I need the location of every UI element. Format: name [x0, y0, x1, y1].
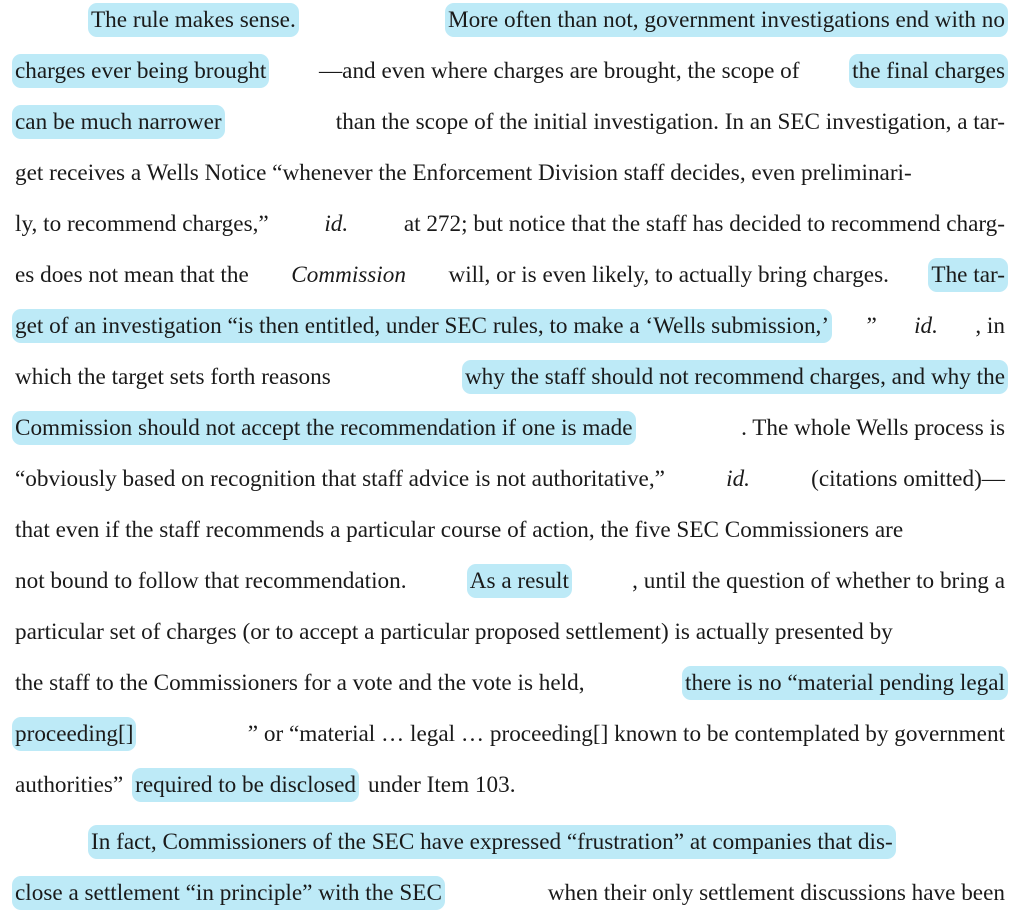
text-line — [12, 156, 1008, 190]
text-line — [12, 105, 1008, 139]
text-segment: ” or “material … legal … proceeding[] known to be contemplated by government — [247, 721, 1005, 747]
text-line — [88, 825, 1008, 859]
text-segment: particular set of charges (or to accept a particular proposed settlement) is actually presented by — [15, 619, 893, 645]
text-segment: get receives a Wells Notice “whenever the Enforcement Division staff decides, even preliminari- — [15, 160, 912, 186]
highlighted-text: charges ever being brought — [12, 54, 269, 88]
text-segment: ” — [866, 313, 877, 339]
italic-citation: id. — [726, 466, 750, 492]
text-segment: ly, to recommend charges,” — [15, 211, 269, 237]
text-segment: es does not mean that the — [15, 262, 249, 288]
text-segment: —and even where charges are brought, the scope of — [318, 58, 800, 84]
text-segment: “obviously based on recognition that staff advice is not authoritative,” — [15, 466, 665, 492]
text-segment: . The whole Wells process is — [741, 415, 1005, 441]
text-line — [12, 666, 1008, 700]
text-segment: not bound to follow that recommendation. — [15, 568, 407, 594]
highlighted-text: proceeding[] — [12, 717, 136, 751]
text-segment: , until the question of whether to bring a — [632, 568, 1005, 594]
highlighted-text: why the staff should not recommend charges, and why the — [462, 360, 1008, 394]
text-segment: (citations omitted)— — [811, 466, 1005, 492]
text-line — [12, 876, 1008, 910]
text-segment: under Item 103. — [368, 772, 516, 798]
italic-citation: id. — [324, 211, 349, 237]
text-segment: the staff to the Commissioners for a vote and the vote is held, — [15, 670, 585, 696]
highlighted-text: close a settlement “in principle” with the SEC — [12, 876, 445, 910]
text-line — [12, 768, 1008, 802]
highlighted-text: there is no “material pending legal — [682, 666, 1008, 700]
highlighted-text: can be much narrower — [12, 105, 225, 139]
text-segment: will, or is even likely, to actually bring charges. — [448, 262, 889, 288]
text-line — [12, 309, 1008, 343]
text-segment: , in — [975, 313, 1005, 339]
text-segment: that even if the staff recommends a particular course of action, the five SEC Commissioners are — [15, 517, 904, 543]
highlighted-text: the final charges — [849, 54, 1008, 88]
text-line — [12, 411, 1008, 445]
text-segment: which the target sets forth reasons — [15, 364, 331, 390]
highlighted-text: The rule makes sense. — [88, 3, 299, 37]
text-line — [12, 513, 1008, 547]
text-line — [12, 462, 1008, 496]
highlighted-text: The tar- — [928, 258, 1008, 292]
highlighted-text: required to be disclosed — [132, 768, 359, 802]
text-line — [12, 207, 1008, 241]
text-line — [12, 615, 1008, 649]
highlighted-text: Commission should not accept the recommendation if one is made — [12, 411, 636, 445]
text-line — [12, 258, 1008, 292]
text-line — [12, 54, 1008, 88]
highlighted-text: As a result — [467, 564, 572, 598]
text-segment: at 272; but notice that the staff has decided to recommend charg- — [403, 211, 1005, 237]
highlighted-text: More often than not, government investigations end with no — [445, 3, 1008, 37]
highlighted-text: In fact, Commissioners of the SEC have expressed “frustration” at companies that dis- — [88, 825, 896, 859]
highlighted-text: get of an investigation “is then entitled, under SEC rules, to make a ‘Wells submission,’ — [12, 309, 832, 343]
text-line — [88, 3, 1008, 37]
text-line — [12, 360, 1008, 394]
italic-citation: id. — [914, 313, 938, 339]
text-segment: than the scope of the initial investigation. In an SEC investigation, a tar- — [335, 109, 1005, 135]
italic-citation: Commission — [291, 262, 406, 288]
text-segment: authorities” — [15, 772, 124, 798]
text-line — [12, 564, 1008, 598]
text-line — [12, 717, 1008, 751]
text-segment: when their only settlement discussions have been — [547, 880, 1005, 906]
